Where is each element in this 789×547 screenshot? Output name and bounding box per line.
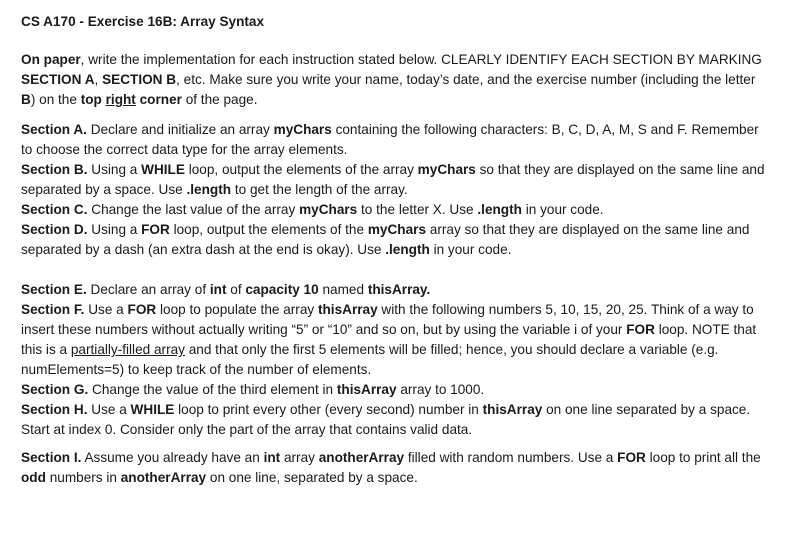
section-d: Section D. Using a FOR loop, output the elements of the myChars array so that they are displayed on the same line and separated by a dash (an extra dash at the end is okay). Use .length in your code. — [21, 222, 750, 257]
section-i-label: Section I. — [21, 450, 82, 465]
section-i-block — [21, 448, 773, 488]
section-g-label: Section G. — [21, 382, 89, 397]
section-a: Section A. Declare and initialize an array myChars containing the following characters: B, C, D, A, M, S and F. Remember to choose the correct data type for the array elements. — [21, 122, 759, 157]
intro-paragraph: On paper, write the implementation for each instruction stated below. CLEARLY IDENTIFY EACH SECTION BY MARKING SECTION A, SECTION B, etc. Make sure you write your name, today’s date, and the exercise number (including the letter B) on the top right corner of the page. — [21, 52, 762, 107]
section-f: Section F. Use a FOR loop to populate the array thisArray with the following numbers 5, 10, 15, 20, 25. Think of a way to insert these numbers without actually writing “5” or “10” and so on, but by using the variable i of your FOR loop. NOTE that this is a partially-filled array and that only the first 5 elements will be filled; hence, you should declare a variable (e.g. numElements=5) to keep track of the number of elements. — [21, 302, 757, 377]
section-e: Section E. Declare an array of int of capacity 10 named thisArray. — [21, 282, 431, 297]
intro-emphasis: On paper — [21, 52, 81, 67]
section-f-label: Section F. — [21, 302, 85, 317]
section-h-label: Section H. — [21, 402, 88, 417]
sections-a-to-d — [21, 120, 773, 260]
page-title: CS A170 - Exercise 16B: Array Syntax — [21, 14, 265, 29]
section-a-label: Section A. — [21, 122, 87, 137]
section-g: Section G. Change the value of the third element in thisArray array to 1000. — [21, 382, 485, 397]
section-b: Section B. Using a WHILE loop, output the elements of the array myChars so that they are displayed on the same line and separated by a space. Use .length to get the length of the array. — [21, 162, 765, 197]
section-d-label: Section D. — [21, 222, 88, 237]
sections-e-to-h — [21, 280, 773, 440]
section-c: Section C. Change the last value of the array myChars to the letter X. Use .length in your code. — [21, 202, 604, 217]
section-i: Section I. Assume you already have an int array anotherArray filled with random numbers. Use a FOR loop to print all the odd numbers in anotherArray on one line, separated by a space. — [21, 450, 761, 485]
section-c-label: Section C. — [21, 202, 88, 217]
section-b-label: Section B. — [21, 162, 88, 177]
section-e-label: Section E. — [21, 282, 87, 297]
document-page — [21, 10, 773, 488]
section-h: Section H. Use a WHILE loop to print every other (every second) number in thisArray on one line separated by a space. Start at index 0. Consider only the part of the array that contains valid data. — [21, 402, 751, 437]
